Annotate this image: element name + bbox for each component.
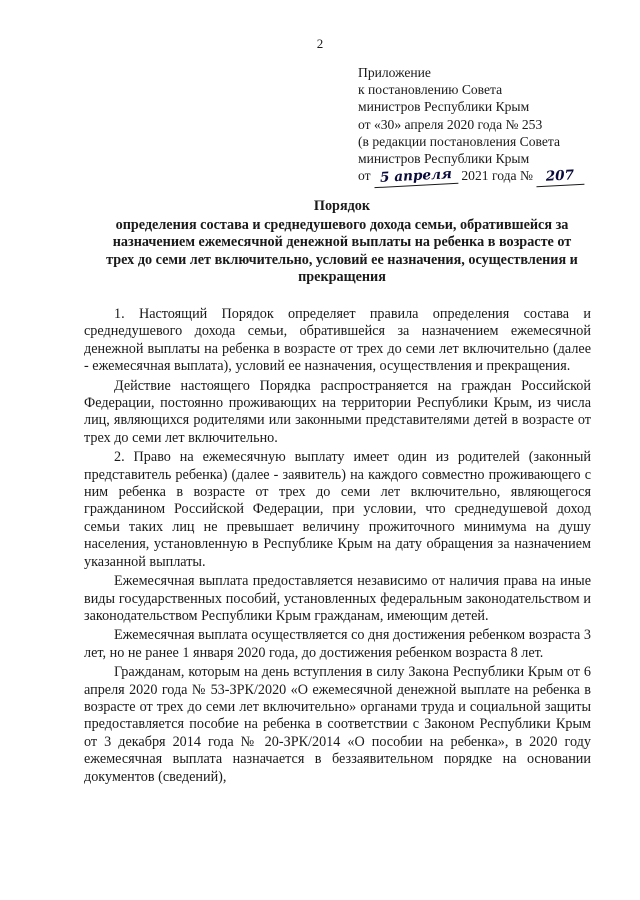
appendix-line: к постановлению Совета xyxy=(358,82,503,98)
title-line: определения состава и среднедушевого дохода семьи, обратившейся за xyxy=(115,216,569,233)
appendix-line: (в редакции постановления Совета xyxy=(358,133,561,149)
paragraph: 1. Настоящий Порядок определяет правила определения состава и среднедушевого дохода семьи, обратившейся за назначением ежемесячной денежной выплаты на ребенка в возрасте от трех до семи лет включительно (далее - ежемесячная выплата), условий ее назначения, осуществления и прекращения. xyxy=(84,306,591,375)
paragraph: Ежемесячная выплата осуществляется со дня достижения ребенком возраста 3 лет, но не ранее 1 января 2020 года, до достижения ребенком возраста 8 лет. xyxy=(84,627,591,661)
paragraph: Ежемесячная выплата предоставляется независимо от наличия права на иные виды государственных пособий, установленных федеральным законодательством и законодательством Республики Крым гражданам, имеющим детей. xyxy=(84,573,591,624)
title-line: прекращения xyxy=(298,269,386,286)
title-line: назначением ежемесячной денежной выплаты на ребенка в возрасте от xyxy=(112,234,572,251)
appendix-line: министров Республики Крым xyxy=(358,151,530,167)
handwritten-date: 5 апреля xyxy=(374,166,459,189)
title-line: трех до семи лет включительно, условий ее назначения, осуществления и xyxy=(106,251,578,268)
page-number: 2 xyxy=(316,36,324,51)
appendix-line: Приложение xyxy=(358,65,431,80)
appendix-line: министров Республики Крым xyxy=(358,99,530,115)
paragraph: Гражданам, которым на день вступления в силу Закона Республики Крым от 6 апреля 2020 года № 53-ЗРК/2020 «О ежемесячной денежной выплате на ребенка в возрасте от трех до семи лет включительно» органами труда и социальной защиты предоставляется пособие на ребенка в соответствии с Законом Республики Крым от 3 декабря 2014 года № 20-ЗРК/2014 «О пособии на ребенка», в 2020 году ежемесячная выплата назначается в беззаявительном порядке на основании документов (сведений), xyxy=(84,664,591,785)
appendix-date-middle: 2021 года № xyxy=(461,168,533,184)
document-title xyxy=(82,198,602,287)
appendix-block xyxy=(358,64,584,186)
appendix-line: от «30» апреля 2020 года № 253 xyxy=(358,116,543,132)
appendix-date-prefix: от xyxy=(358,168,371,184)
paragraph: 2. Право на ежемесячную выплату имеет один из родителей (законный представитель ребенка) (далее - заявитель) на каждого совместно проживающего с ним ребенка в возрасте от трех до семи лет включительно, являющегося гражданином Российской Федерации, при условии, что среднедушевой доход семьи таких лиц не превышает величину прожиточного минимума на душу населения, установленную в Республике Крым на дату обращения за назначением указанной выплаты. xyxy=(84,449,591,570)
title-heading: Порядок xyxy=(313,198,371,214)
document-body xyxy=(84,306,591,788)
handwritten-number: 207 xyxy=(536,167,585,188)
paragraph: Действие настоящего Порядка распространяется на граждан Российской Федерации, постоянно проживающих на территории Республики Крым, из числа лиц, являющихся родителями или законными представителями детей в возрасте от трех до семи лет включительно. xyxy=(84,377,591,446)
appendix-date-line xyxy=(358,167,584,186)
